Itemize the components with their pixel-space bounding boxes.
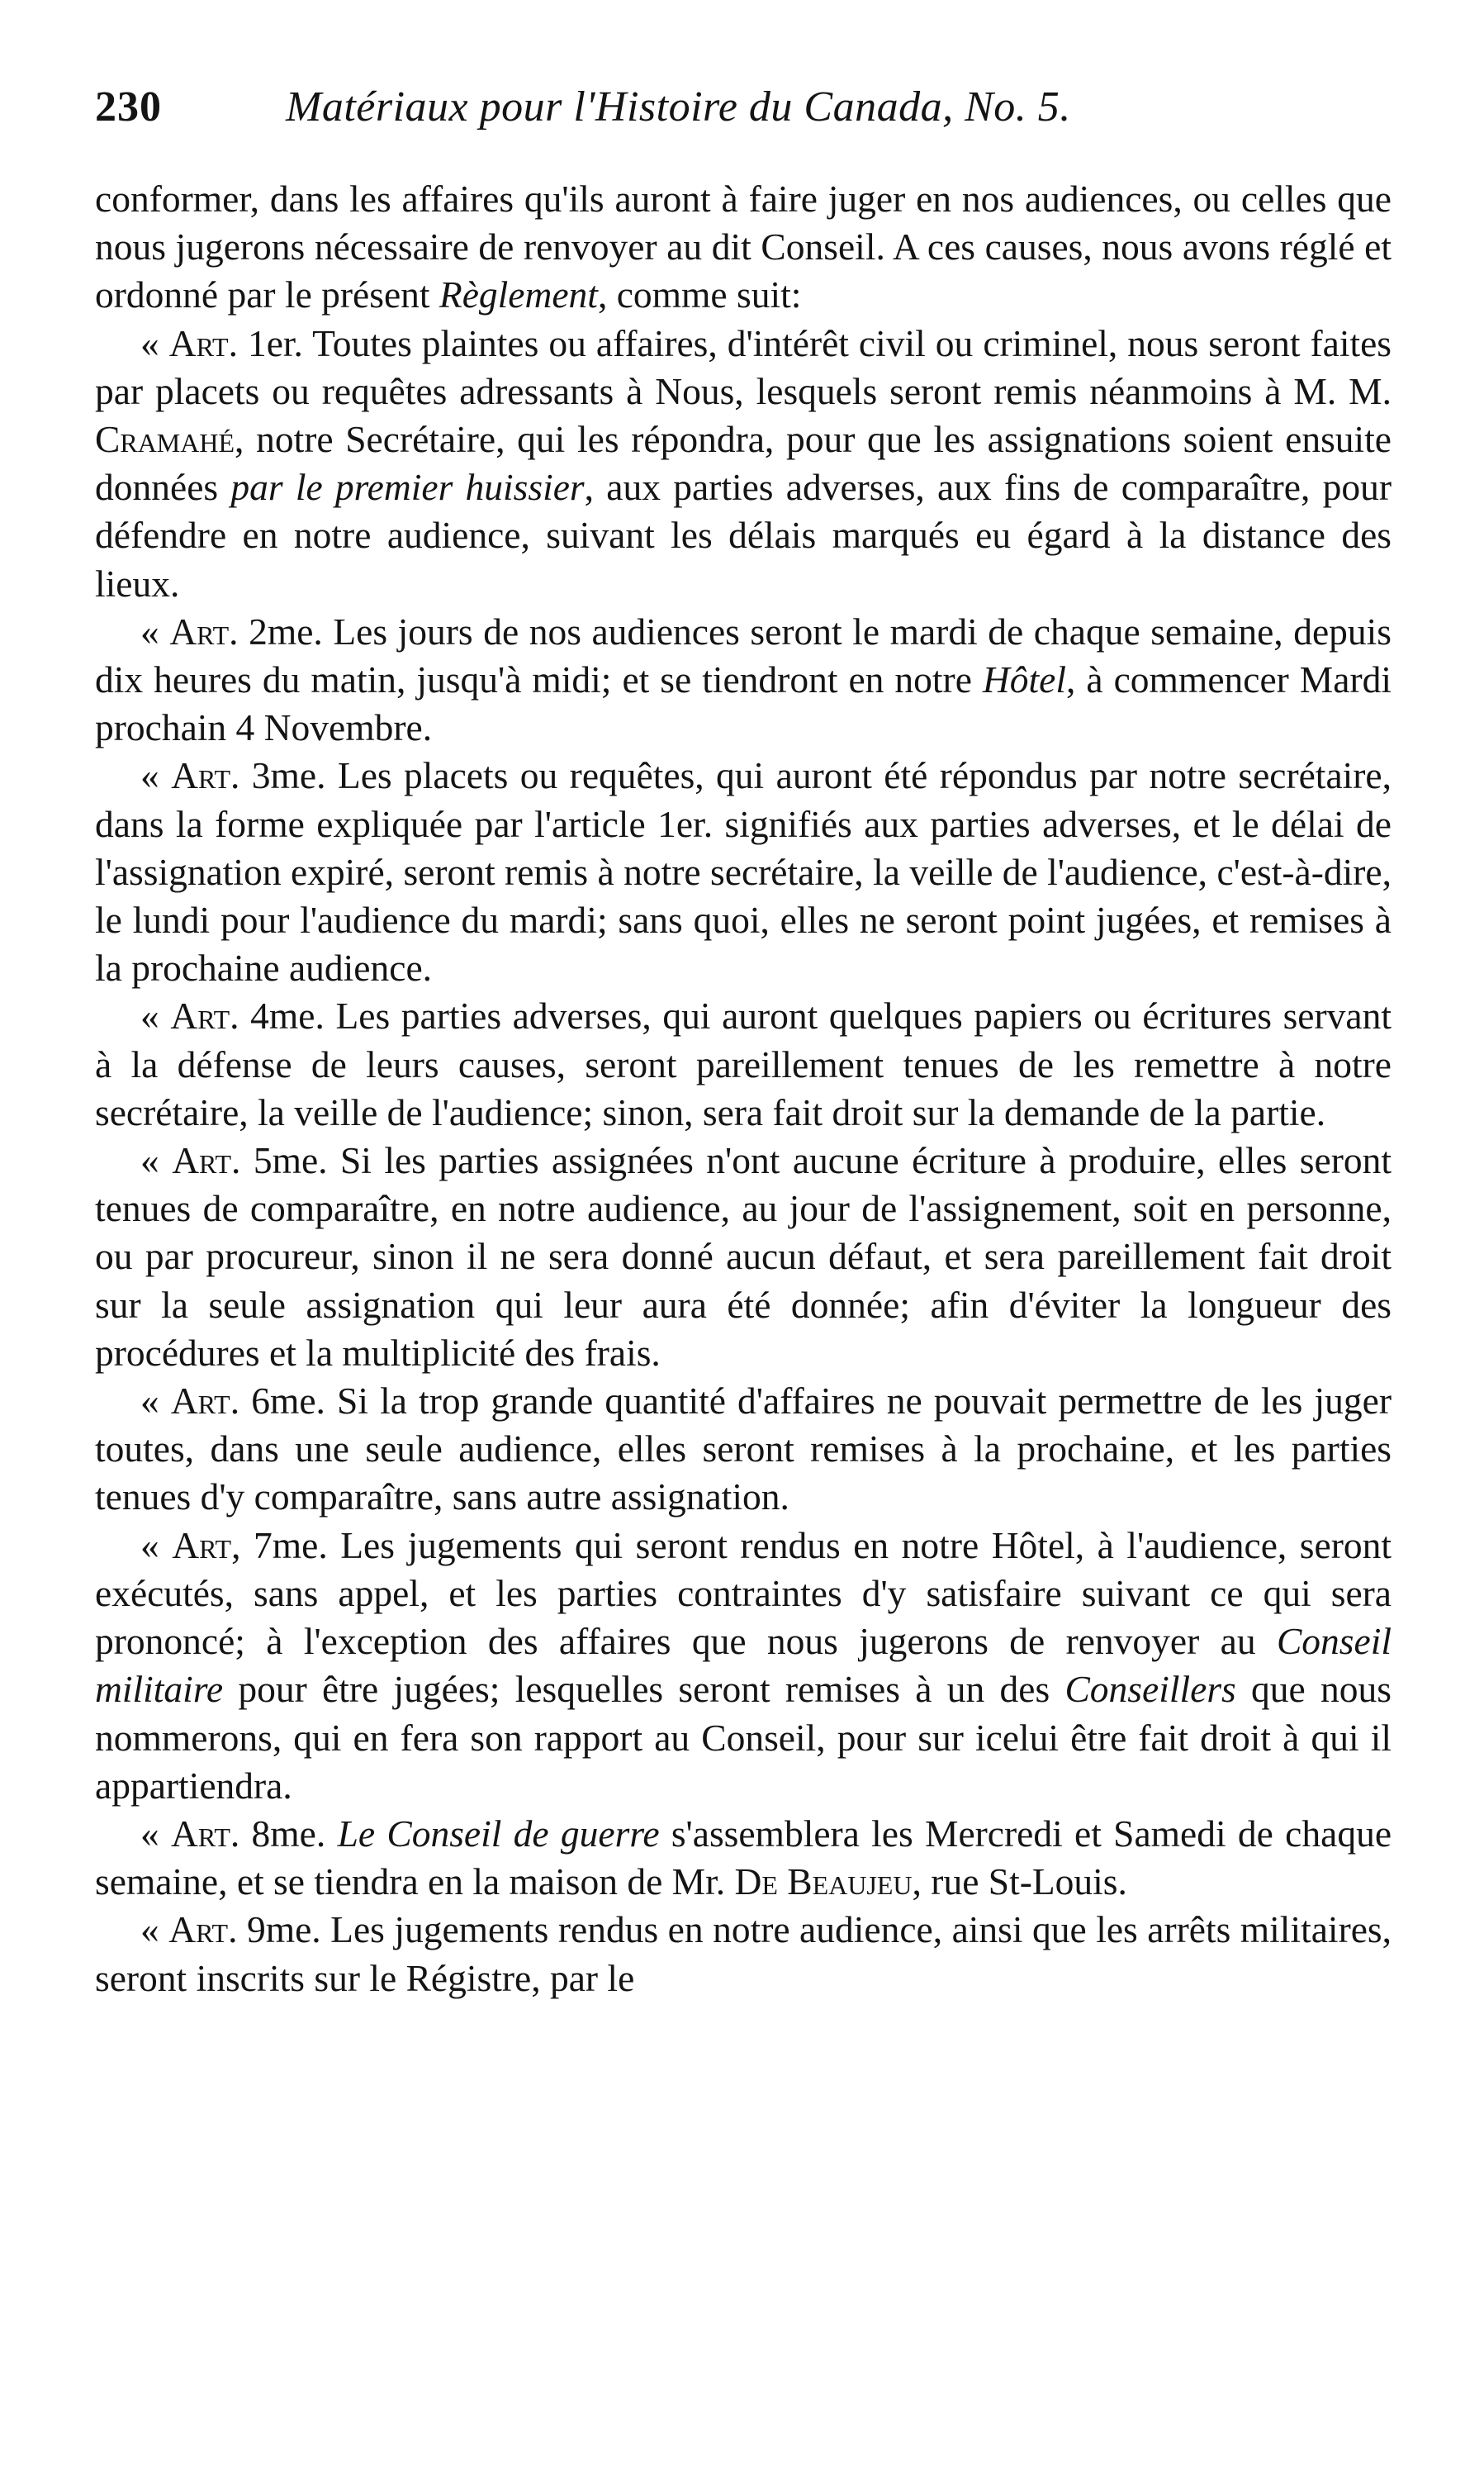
article-label: Art. (171, 754, 240, 797)
article-9: « Art. 9me. Les jugements rendus en notre audience, ainsi que les arrêts militaires, seront inscrits sur le Régistre, par le (95, 1908, 1392, 1999)
page-header (95, 83, 1400, 140)
article-label: Art. (171, 1812, 240, 1855)
body-text (95, 175, 1392, 2002)
article-2: « Art. 2me. Les jours de nos audiences seront le mardi de chaque semaine, depuis dix heures du matin, jusqu'à midi; et se tiendront en notre Hôtel, à commencer Mardi prochain 4 Novembre. (95, 610, 1392, 749)
article-label: Art. (169, 610, 239, 653)
article-label: Art, (172, 1523, 241, 1566)
emphasis: Conseil militaire (95, 1620, 1392, 1711)
running-title: Matériaux pour l'Histoire du Canada, No. 5. (286, 83, 1071, 131)
article-label: Art. (168, 1908, 238, 1951)
article-4: « Art. 4me. Les parties adverses, qui auront quelques papiers ou écritures servant à la défense de leurs causes, seront pareillement tenues de les remettre à notre secrétaire, la veille de l'audience; sinon, sera fait droit sur la demande de la partie. (95, 995, 1392, 1133)
article-8: « Art. 8me. Le Conseil de guerre s'assemblera les Mercredi et Samedi de chaque semaine, et se tiendra en la maison de Mr. De Beaujeu, rue St-Louis. (95, 1812, 1392, 1903)
emphasis: Règlement (439, 273, 598, 316)
person-name: De Beaujeu (734, 1860, 913, 1903)
person-name: Cramahé (95, 418, 235, 461)
emphasis: Le Conseil de guerre (337, 1812, 660, 1855)
emphasis: par le premier huissier (230, 466, 585, 509)
article-7: « Art, 7me. Les jugements qui seront rendus en notre Hôtel, à l'audience, seront exécutés, sans appel, et les parties contraintes d'y satisfaire suivant ce qui sera prononcé; à l'exception des affaires que nous jugerons de renvoyer au Conseil militaire pour être jugées; lesquelles seront remises à un des Conseillers que nous nommerons, qui en fera son rapport au Conseil, pour sur icelui être fait droit à qui il appartiendra. (95, 1523, 1392, 1807)
emphasis: Hôtel (982, 658, 1067, 701)
article-6: « Art. 6me. Si la trop grande quantité d'affaires ne pouvait permettre de les juger toutes, dans une seule audience, elles seront remises à la prochaine, et les parties tenues d'y comparaître, sans autre assignation. (95, 1380, 1392, 1518)
article-label: Art. (170, 1380, 240, 1423)
emphasis: Conseillers (1064, 1668, 1236, 1711)
article-1: « Art. 1er. Toutes plaintes ou affaires, d'intérêt civil ou criminel, nous seront faites par placets ou requêtes adressants à Nous, lesquels seront remis néanmoins à M. M. Cramahé, notre Secrétaire, qui les répondra, pour que les assignations soient ensuite données par le premier huissier, aux parties adverses, aux fins de comparaître, pour défendre en notre audience, suivant les délais marqués eu égard à la distance des lieux. (95, 321, 1392, 605)
article-5: « Art. 5me. Si les parties assignées n'ont aucune écriture à produire, elles seront tenues de comparaître, en notre audience, au jour de l'assignement, soit en personne, ou par procureur, sinon il ne sera donné aucun défaut, et sera pareillement fait droit sur la seule assignation qui leur aura été donnée; afin d'éviter la longueur des procédures et la multiplicité des frais. (95, 1139, 1392, 1374)
article-label: Art. (168, 321, 238, 364)
article-label: Art. (170, 995, 239, 1038)
article-3: « Art. 3me. Les placets ou requêtes, qui auront été répondus par notre secrétaire, dans la forme expliquée par l'article 1er. signifiés aux parties adverses, et le délai de l'assignation expiré, seront remis à notre secrétaire, la veille de l'audience, c'est-à-dire, le lundi pour l'audience du mardi; sans quoi, elles ne seront point jugées, et remises à la prochaine audience. (95, 754, 1392, 990)
page-number: 230 (95, 83, 162, 131)
article-label: Art. (172, 1139, 241, 1182)
intro-paragraph: conformer, dans les affaires qu'ils auront à faire juger en nos audiences, ou celles que nous jugerons nécessaire de renvoyer au dit Conseil. A ces causes, nous avons réglé et ordonné par le présent Règlement, comme suit: (95, 178, 1392, 316)
